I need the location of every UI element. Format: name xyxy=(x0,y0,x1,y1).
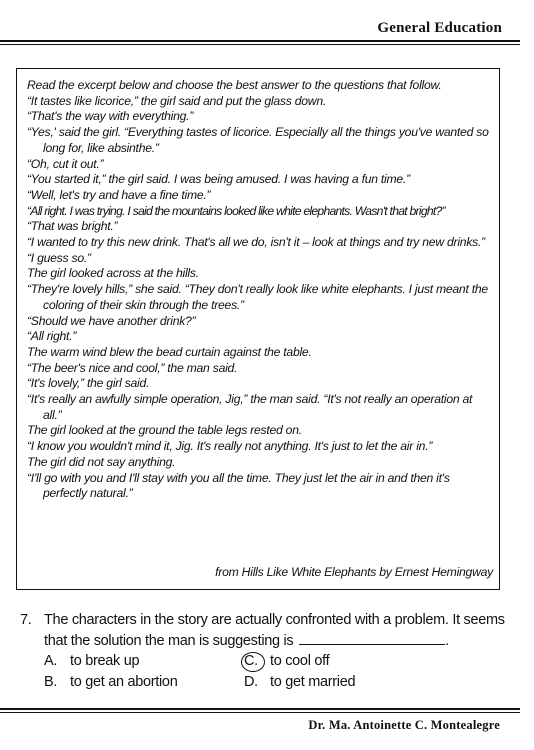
excerpt-line: “I wanted to try this new drink. That's all we do, isn't it – look at things and try new drinks.” xyxy=(27,235,485,250)
excerpt-line: “They're lovely hills,” she said. “They don't really look like white elephants. I just meant the coloring of their skin through the trees.” xyxy=(27,282,488,312)
selected-circle-mark xyxy=(241,652,265,672)
excerpt-line: “It's lovely,” the girl said. xyxy=(27,376,150,391)
excerpt-line: “I guess so.” xyxy=(27,250,91,265)
question-number: 7. xyxy=(20,612,32,628)
excerpt-line: “The beer's nice and cool,” the man said. xyxy=(27,360,238,375)
excerpt-line: “I know you wouldn't mind it, Jig. It's really not anything. It's just to let the air in.” xyxy=(27,439,433,454)
excerpt-line: “All right.” xyxy=(27,329,77,344)
choice-letter-selected: C. xyxy=(244,651,270,672)
excerpt-line: “It's really an awfully simple operation, Jig,” the man said. “It's not really an operation at all.” xyxy=(27,392,473,422)
excerpt-line: “Should we have another drink?” xyxy=(27,313,196,328)
excerpt-instruction: Read the excerpt below and choose the best answer to the questions that follow. xyxy=(27,78,442,92)
choice-a[interactable] xyxy=(44,651,139,672)
excerpt-line: The girl did not say anything. xyxy=(27,454,176,469)
excerpt-line: “Oh, cut it out.” xyxy=(27,156,104,171)
excerpt-line: “You started it,” the girl said. I was being amused. I was having a fun time.” xyxy=(27,172,410,187)
excerpt-line: “That's the way with everything.” xyxy=(27,109,194,124)
answer-blank xyxy=(299,631,445,645)
choice-c[interactable] xyxy=(244,651,329,672)
question-end: . xyxy=(445,633,449,649)
footer-rule-thin xyxy=(0,712,520,713)
excerpt-line: The girl looked at the ground the table legs rested on. xyxy=(27,423,302,438)
question-7 xyxy=(20,610,510,690)
excerpt-line: “It tastes like licorice,” the girl said and put the glass down. xyxy=(27,93,326,108)
page-header-title: General Education xyxy=(377,20,502,36)
excerpt-line: The warm wind blew the bead curtain against the table. xyxy=(27,344,312,359)
excerpt-line: “Well, let's try and have a fine time.” xyxy=(27,187,211,202)
choice-letter: B. xyxy=(44,674,58,690)
excerpt-source: from Hills Like White Elephants by Ernest Hemingway xyxy=(215,565,493,580)
footer-rule xyxy=(0,708,520,710)
excerpt-line: “Yes,' said the girl. “Everything tastes of licorice. Especially all the things you've wanted so long for, like absinthe.” xyxy=(27,125,489,155)
excerpt-line: “That was bright.” xyxy=(27,219,118,234)
choice-text: to cool off xyxy=(270,653,330,669)
question-text xyxy=(44,610,510,652)
excerpt-line: “I'll go with you and I'll stay with you all the time. They just let the air in and then it's perfectly natural.” xyxy=(27,470,450,501)
header-rule-thin xyxy=(0,44,520,45)
question-stem: The characters in the story are actually confronted with a problem. It seems that the solution the man is suggesting is xyxy=(44,612,505,649)
choice-letter: D. xyxy=(244,674,258,690)
choice-text: to get married xyxy=(270,674,356,690)
excerpt-line: The girl looked across at the hills. xyxy=(27,266,199,281)
choice-b[interactable] xyxy=(44,672,177,693)
excerpt-line: “All right. I was trying. I said the mountains looked like white elephants. Wasn't that bright?” xyxy=(27,203,445,218)
excerpt-box xyxy=(16,68,500,590)
choice-letter: A. xyxy=(44,653,58,669)
choice-d[interactable] xyxy=(244,672,355,693)
choice-text: to break up xyxy=(70,653,140,669)
choice-text: to get an abortion xyxy=(70,674,178,690)
footer-author: Dr. Ma. Antoinette C. Montealegre xyxy=(308,718,500,732)
header-rule xyxy=(0,40,520,42)
